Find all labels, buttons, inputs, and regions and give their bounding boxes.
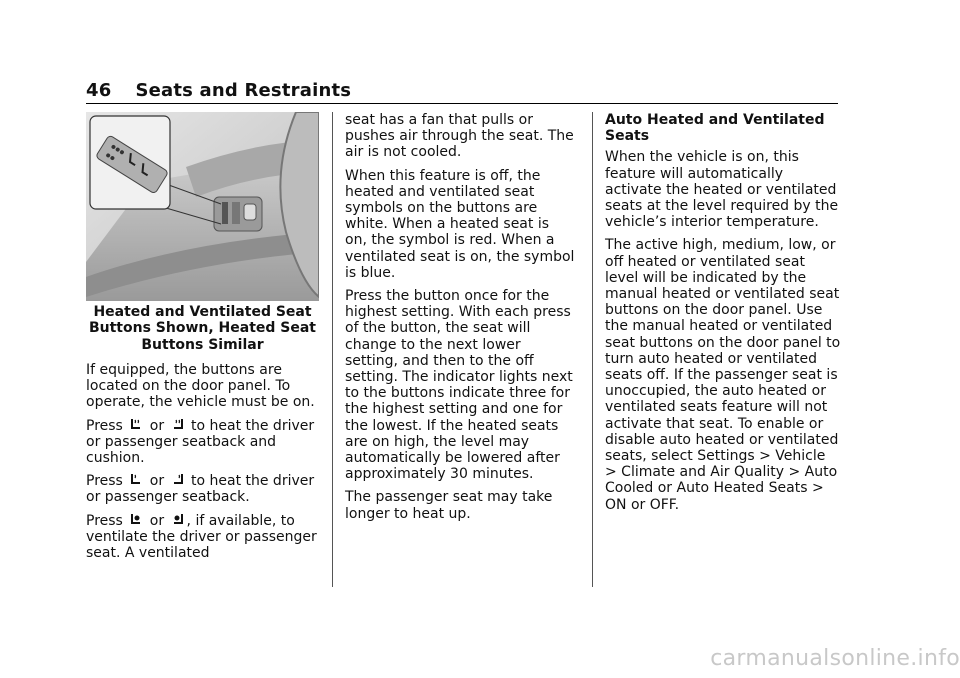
- heat-instruction-text: to heat the driver or passenger seatback and cushion.: [86, 417, 315, 467]
- heated-seat-cushion-icon: [130, 418, 142, 432]
- heated-seat-cushion-icon: [172, 418, 184, 432]
- column-divider-2: [592, 112, 593, 587]
- auto-settings-paragraph: The active high, medium, low, or off heated or ventilated seat level will be indicated by the manual heated or ventilated seat buttons on the door panel. Use the manual heated or ventilated seat buttons on the door panel to turn auto heated or ventilated seats off. If the passenger seat is unoccupied, the auto heated or ventilated seats feature will not activate that seat. To enable or disable auto heated or ventilated seats, select Settings > Vehicle > Climate and Air Quality > Auto Cooled or Auto Heated Seats > ON or OFF.: [605, 237, 841, 513]
- press-word: Press: [86, 417, 123, 434]
- ventilated-seat-icon: [130, 513, 142, 527]
- seatback-instruction-text: to heat the driver or passenger seatback.: [86, 473, 315, 506]
- passenger-seat-paragraph: The passenger seat may take longer to heat up.: [345, 489, 553, 522]
- watermark: carmanualsonline.info: [710, 646, 960, 671]
- figure-caption: Heated and Ventilated Seat Buttons Shown, Heated Seat Buttons Similar: [88, 304, 317, 353]
- ventilated-seat-icon: [172, 513, 184, 527]
- heat-seatback-paragraph: [86, 473, 318, 505]
- heated-seatback-icon: [172, 473, 184, 487]
- header-rule: [86, 103, 838, 104]
- or-word: or: [149, 417, 165, 434]
- or-word: or: [149, 473, 165, 490]
- heat-seat-cushion-paragraph: [86, 418, 318, 467]
- heated-seatback-icon: [130, 473, 142, 487]
- auto-seats-heading: Auto Heated and Ventilated Seats: [605, 112, 825, 145]
- ventilate-paragraph: [86, 513, 318, 562]
- auto-activate-paragraph: When the vehicle is on, this feature will automatically activate the heated or ventilated seats at the level required by the vehicle’s interior temperature.: [605, 149, 839, 231]
- column-3: [605, 112, 841, 520]
- symbol-colors-paragraph: When this feature is off, the heated and ventilated seat symbols on the buttons are white. When a heated seat is on, the symbol is red. When a ventilated seat is on, the symbol is blue.: [345, 167, 575, 281]
- page-header: [86, 80, 838, 104]
- column-1: [86, 362, 318, 568]
- section-title: Seats and Restraints: [135, 80, 352, 101]
- ventilate-instruction-text: , if available, to ventilate the driver or passenger seat. A ventilated: [86, 512, 317, 562]
- door-panel-drawing: [86, 112, 319, 301]
- ventilated-seat-fan-paragraph: seat has a fan that pulls or pushes air through the seat. The air is not cooled.: [345, 112, 574, 161]
- column-divider-1: [332, 112, 333, 587]
- press-word: Press: [86, 512, 123, 529]
- door-panel-illustration: [86, 112, 319, 301]
- or-word: or: [149, 512, 165, 529]
- intro-paragraph: If equipped, the buttons are located on the door panel. To operate, the vehicle must be on.: [86, 362, 315, 411]
- press-word: Press: [86, 473, 123, 490]
- column-2: [345, 112, 575, 529]
- settings-paragraph: Press the button once for the highest setting. With each press of the button, the seat will change to the next lower setting, and then to the off setting. The indicator lights next to the buttons indicate three for the highest setting and one for the lowest. If the heated seats are on high, the level may automatically be lowered after approximately 30 minutes.: [345, 288, 573, 483]
- page-number: 46: [86, 80, 112, 101]
